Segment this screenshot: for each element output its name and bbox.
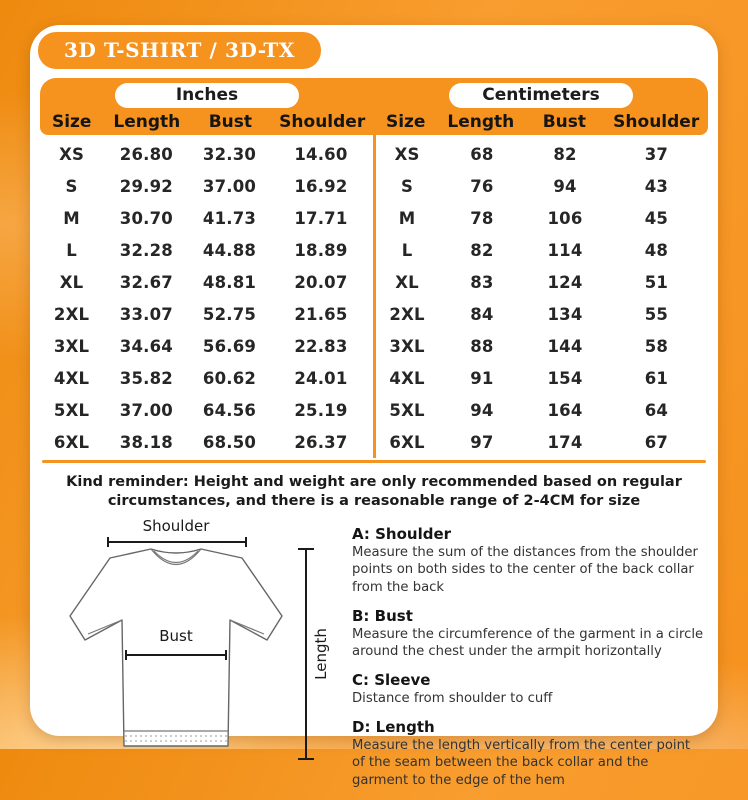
value-cell: 32.67 bbox=[119, 272, 173, 292]
value-cell: 106 bbox=[547, 208, 583, 228]
value-cell: 61 bbox=[644, 368, 669, 388]
table-row bbox=[376, 202, 709, 234]
value-cell: 134 bbox=[547, 304, 583, 324]
value-cell: 48.81 bbox=[202, 272, 257, 292]
value-cell: 76 bbox=[470, 176, 494, 196]
value-cell: 124 bbox=[547, 272, 583, 292]
value-cell: 68.50 bbox=[202, 432, 257, 452]
value-cell: 144 bbox=[547, 336, 583, 356]
size-cell: XS bbox=[59, 144, 85, 164]
size-cell: 3XL bbox=[389, 336, 425, 356]
guide-text: Measure the length vertically from the center point of the seam between the back collar and the garment to the edge of the hem bbox=[352, 738, 691, 788]
table-row bbox=[376, 394, 709, 426]
table-row bbox=[376, 298, 709, 330]
table-row bbox=[40, 394, 373, 426]
value-cell: 37.00 bbox=[202, 176, 257, 196]
centimeters-unit-pill: Centimeters bbox=[449, 83, 633, 108]
inches-unit-pill: Inches bbox=[115, 83, 299, 108]
value-cell: 64 bbox=[644, 400, 669, 420]
column-header-size: Size bbox=[385, 112, 426, 132]
value-cell: 21.65 bbox=[294, 304, 348, 324]
size-cell: L bbox=[401, 240, 413, 260]
size-cell: 6XL bbox=[389, 432, 425, 452]
guide-heading: A: Shoulder bbox=[352, 525, 452, 544]
value-cell: 38.18 bbox=[119, 432, 173, 452]
size-cell: 5XL bbox=[389, 400, 425, 420]
guide-item-bust bbox=[352, 607, 704, 660]
length-diagram-label: Length bbox=[312, 628, 330, 681]
table-row bbox=[376, 330, 709, 362]
size-cell: S bbox=[65, 176, 78, 196]
value-cell: 114 bbox=[547, 240, 583, 260]
page-title: 3D T-SHIRT / 3D-TX bbox=[38, 32, 321, 69]
value-cell: 26.80 bbox=[119, 144, 173, 164]
value-cell: 82 bbox=[553, 144, 577, 164]
table-row bbox=[376, 170, 709, 202]
centimeters-table bbox=[376, 135, 709, 458]
value-cell: 22.83 bbox=[294, 336, 348, 356]
value-cell: 97 bbox=[470, 432, 494, 452]
value-cell: 24.01 bbox=[294, 368, 348, 388]
size-cell: 5XL bbox=[53, 400, 90, 420]
size-cell: 3XL bbox=[53, 336, 90, 356]
size-cell: 4XL bbox=[389, 368, 425, 388]
table-row bbox=[40, 138, 373, 170]
guide-heading: D: Length bbox=[352, 718, 435, 737]
value-cell: 41.73 bbox=[202, 208, 257, 228]
value-cell: 37.00 bbox=[119, 400, 173, 420]
value-cell: 18.89 bbox=[294, 240, 348, 260]
table-row bbox=[40, 234, 373, 266]
value-cell: 29.92 bbox=[119, 176, 173, 196]
table-row bbox=[376, 138, 709, 170]
table-row bbox=[376, 362, 709, 394]
tshirt-measurement-diagram bbox=[44, 517, 344, 765]
value-cell: 52.75 bbox=[202, 304, 257, 324]
value-cell: 25.19 bbox=[294, 400, 348, 420]
value-cell: 44.88 bbox=[202, 240, 257, 260]
guide-text: Distance from shoulder to cuff bbox=[352, 691, 553, 707]
value-cell: 55 bbox=[644, 304, 669, 324]
value-cell: 32.30 bbox=[202, 144, 257, 164]
column-header-shoulder: Shoulder bbox=[279, 112, 366, 132]
value-cell: 30.70 bbox=[119, 208, 173, 228]
guide-item-shoulder bbox=[352, 525, 704, 595]
value-cell: 58 bbox=[644, 336, 669, 356]
size-cell: 6XL bbox=[53, 432, 90, 452]
value-cell: 20.07 bbox=[294, 272, 348, 292]
table-body bbox=[40, 135, 708, 458]
centimeters-column-headers bbox=[374, 109, 708, 135]
guide-text: Measure the sum of the distances from the shoulder points on both sides to the center of the back collar from the back bbox=[352, 545, 698, 595]
table-row bbox=[40, 330, 373, 362]
guide-text: Measure the circumference of the garment in a circle around the chest under the armpit horizontally bbox=[352, 626, 704, 659]
value-cell: 84 bbox=[470, 304, 494, 324]
shoulder-diagram-label: Shoulder bbox=[142, 517, 210, 536]
column-header-length: Length bbox=[447, 112, 515, 132]
size-cell: XS bbox=[394, 144, 420, 164]
value-cell: 37 bbox=[644, 144, 669, 164]
inches-header-group bbox=[40, 83, 374, 135]
value-cell: 35.82 bbox=[119, 368, 173, 388]
table-row bbox=[40, 266, 373, 298]
table-row bbox=[376, 234, 709, 266]
value-cell: 82 bbox=[470, 240, 494, 260]
measurement-guide-list bbox=[352, 517, 704, 799]
size-cell: L bbox=[66, 240, 77, 260]
inches-table bbox=[40, 135, 376, 458]
size-cell: 4XL bbox=[53, 368, 90, 388]
bust-diagram-label: Bust bbox=[159, 627, 193, 646]
horizontal-divider bbox=[42, 460, 706, 463]
value-cell: 14.60 bbox=[294, 144, 348, 164]
value-cell: 26.37 bbox=[294, 432, 348, 452]
guide-heading: C: Sleeve bbox=[352, 671, 431, 690]
kind-reminder-text: Kind reminder: Height and weight are only recommended based on regular circumstances, and there is a reasonable range of 2-4CM for size bbox=[66, 474, 682, 510]
guide-heading: B: Bust bbox=[352, 606, 413, 625]
value-cell: 16.92 bbox=[294, 176, 348, 196]
value-cell: 17.71 bbox=[294, 208, 348, 228]
column-header-length: Length bbox=[113, 112, 181, 132]
guide-item-sleeve bbox=[352, 671, 704, 707]
size-chart-card bbox=[30, 25, 718, 788]
value-cell: 60.62 bbox=[202, 368, 257, 388]
value-cell: 34.64 bbox=[119, 336, 173, 356]
table-header-band bbox=[40, 78, 708, 135]
size-cell: S bbox=[401, 176, 414, 196]
column-header-bust: Bust bbox=[208, 112, 253, 132]
value-cell: 88 bbox=[470, 336, 494, 356]
value-cell: 56.69 bbox=[202, 336, 257, 356]
table-row bbox=[40, 170, 373, 202]
table-row bbox=[40, 362, 373, 394]
column-header-bust: Bust bbox=[542, 112, 587, 132]
value-cell: 32.28 bbox=[119, 240, 173, 260]
measurement-guide-section bbox=[44, 517, 704, 799]
value-cell: 78 bbox=[470, 208, 494, 228]
column-header-size: Size bbox=[51, 112, 92, 132]
size-cell: 2XL bbox=[53, 304, 90, 324]
value-cell: 174 bbox=[547, 432, 583, 452]
value-cell: 164 bbox=[547, 400, 583, 420]
table-row bbox=[40, 202, 373, 234]
size-cell: XL bbox=[59, 272, 84, 292]
value-cell: 94 bbox=[553, 176, 577, 196]
value-cell: 48 bbox=[644, 240, 669, 260]
table-row bbox=[376, 426, 709, 458]
inches-column-headers bbox=[40, 109, 374, 135]
size-cell: M bbox=[398, 208, 416, 228]
guide-item-length bbox=[352, 718, 704, 788]
value-cell: 83 bbox=[470, 272, 494, 292]
value-cell: 154 bbox=[547, 368, 583, 388]
value-cell: 94 bbox=[470, 400, 494, 420]
column-header-shoulder: Shoulder bbox=[613, 112, 700, 132]
value-cell: 43 bbox=[644, 176, 669, 196]
value-cell: 91 bbox=[470, 368, 494, 388]
tshirt-outline bbox=[70, 549, 282, 746]
table-row bbox=[40, 298, 373, 330]
value-cell: 33.07 bbox=[119, 304, 173, 324]
value-cell: 51 bbox=[644, 272, 669, 292]
value-cell: 64.56 bbox=[202, 400, 257, 420]
size-cell: 2XL bbox=[389, 304, 425, 324]
value-cell: 45 bbox=[644, 208, 669, 228]
size-cell: XL bbox=[395, 272, 419, 292]
centimeters-header-group bbox=[374, 83, 708, 135]
size-cell: M bbox=[63, 208, 80, 228]
table-row bbox=[40, 426, 373, 458]
table-row bbox=[376, 266, 709, 298]
value-cell: 67 bbox=[644, 432, 669, 452]
value-cell: 68 bbox=[470, 144, 494, 164]
